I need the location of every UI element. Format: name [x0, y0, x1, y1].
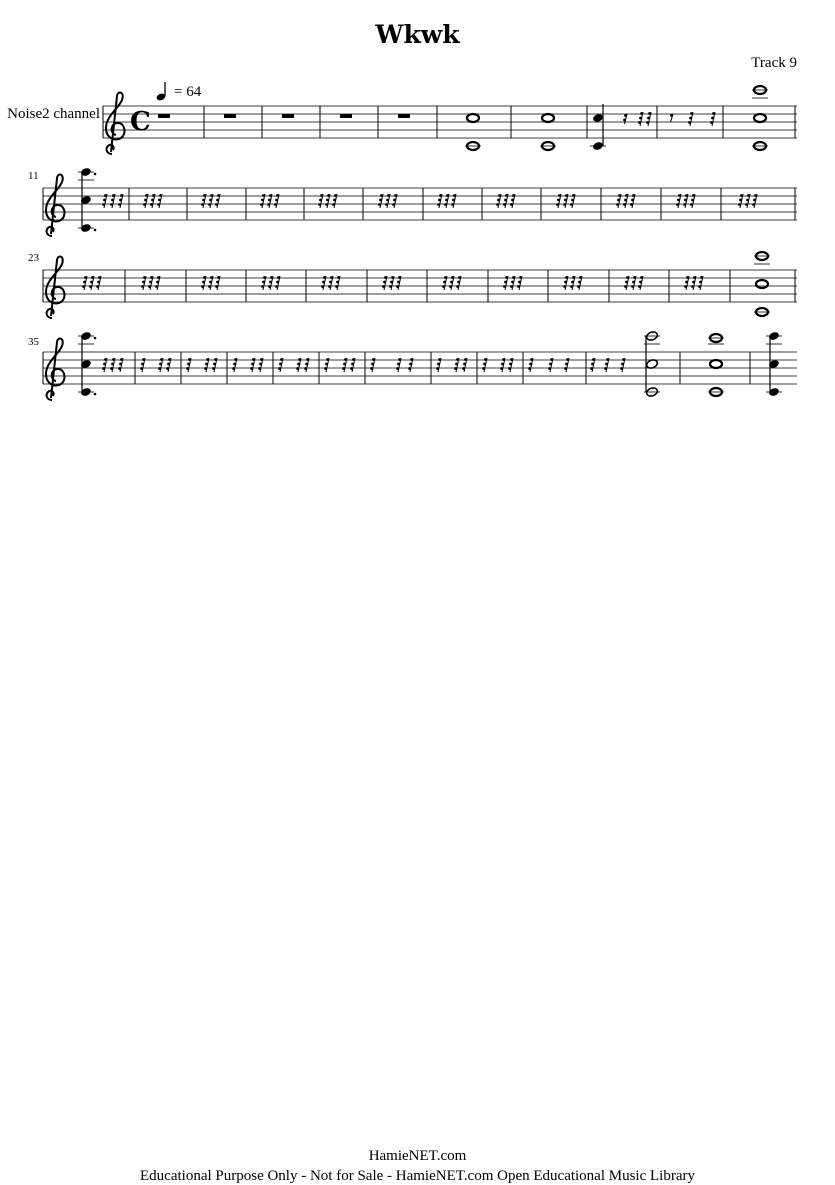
- footer-site-name: HamieNET.com: [368, 1148, 467, 1164]
- treble-clef-icon: [46, 257, 64, 318]
- common-time-icon: C: [130, 107, 151, 137]
- tempo-value: = 64: [174, 84, 202, 100]
- score-title: Wkwk: [375, 20, 460, 49]
- staff-system-3: [43, 252, 797, 318]
- treble-clef-icon: [106, 93, 124, 154]
- system-number: 11: [28, 170, 39, 182]
- score-subtitle: Track 9: [751, 55, 797, 71]
- system-number: 35: [28, 336, 39, 348]
- staff-system-4: [43, 331, 797, 400]
- staff-system-1: [103, 86, 797, 154]
- treble-clef-icon: [46, 175, 64, 236]
- instrument-name: Noise2 channel: [7, 106, 100, 122]
- treble-clef-icon: [46, 339, 64, 400]
- footer-disclaimer: Educational Purpose Only - Not for Sale - HamieNET.com Open Educational Music Library: [140, 1168, 695, 1184]
- system-number: 23: [28, 252, 39, 264]
- music-staves: [0, 0, 835, 420]
- staff-system-2: [43, 167, 797, 236]
